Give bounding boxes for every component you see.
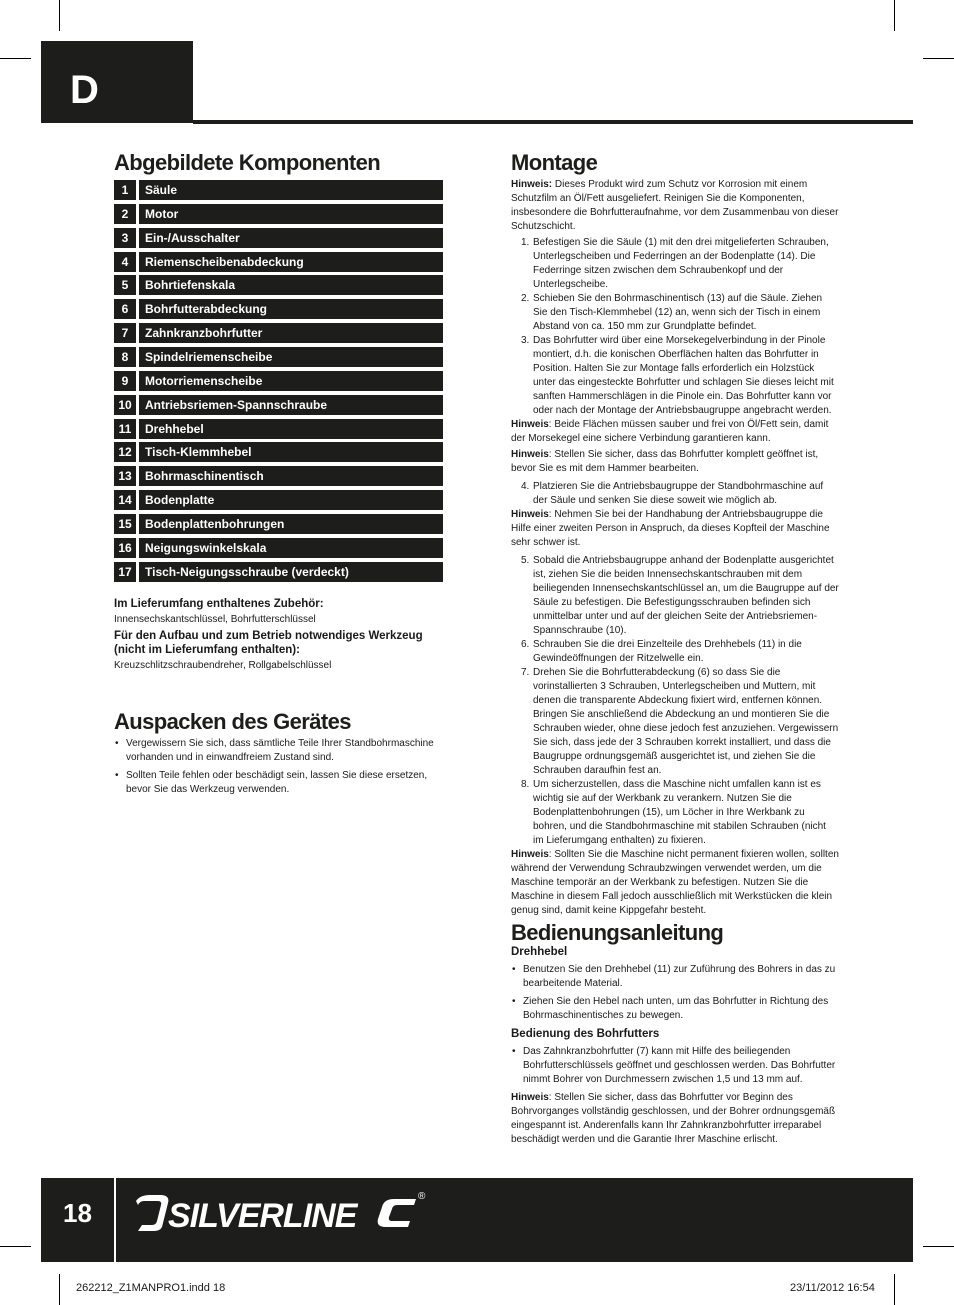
slug-date: 23/11/2012 16:54	[790, 1282, 875, 1294]
assembly-intro	[511, 178, 839, 234]
assembly-block	[511, 178, 839, 918]
note	[511, 448, 839, 476]
hint-label: Hinweis	[511, 1092, 549, 1103]
component-number: 3	[114, 228, 136, 248]
component-number: 10	[114, 395, 136, 415]
step-number: 6.	[521, 639, 530, 650]
component-label: Motorriemenscheibe	[139, 371, 443, 391]
hint-label: Hinweis	[511, 419, 549, 430]
assembly-steps	[511, 236, 839, 418]
component-row	[114, 442, 443, 462]
silverline-logo	[132, 1187, 432, 1242]
logo-wordmark: SILVERLINE	[168, 1197, 357, 1235]
step-item	[511, 638, 839, 666]
step-number: 2.	[521, 293, 530, 304]
step-text: Um sicherzustellen, dass die Maschine nicht umfallen kann ist es wichtig sie auf der Werkbank zu verankern. Nutzen Sie die Bodenplattenbohrungen (15), um Löcher in Ihre Werkbank zu bohren, und die Standbohrmaschine mit stabilen Schrauben (nicht im Lieferumgang enthalten) zu fixieren.	[533, 779, 826, 846]
component-label: Spindelriemenscheibe	[139, 347, 443, 367]
component-label: Ein-/Ausschalter	[139, 228, 443, 248]
crop-mark	[0, 58, 31, 59]
hint-text: Dieses Produkt wird zum Schutz vor Korrosion mit einem Schutzfilm an Öl/Fett ausgeliefert. Reinigen Sie die Komponenten, insbesondere die Bohrfutteraufnahme, vor dem Zusammenbau von dieser Schutzschicht.	[511, 179, 839, 232]
component-row	[114, 490, 443, 510]
component-number: 4	[114, 252, 136, 272]
components-title: Abgebildete Komponenten	[114, 150, 381, 175]
component-number: 17	[114, 562, 136, 582]
component-label: Motor	[139, 204, 443, 224]
step-number: 7.	[521, 667, 530, 678]
components-list	[114, 180, 443, 586]
component-label: Bodenplatte	[139, 490, 443, 510]
component-label: Tisch-Neigungsschraube (verdeckt)	[139, 562, 443, 582]
tools-text: Kreuzschlitzschraubendreher, Rollgabelschlüssel	[114, 660, 332, 671]
assembly-steps	[511, 554, 839, 848]
header-rule	[193, 120, 913, 124]
unpacking-title: Auspacken des Gerätes	[114, 709, 351, 734]
component-label: Riemenscheibenabdeckung	[139, 252, 443, 272]
crop-mark	[59, 0, 60, 31]
step-text: Schrauben Sie die drei Einzelteile des Drehhebels (11) in die Gewindeöffnungen der Ritzelwelle ein.	[533, 639, 802, 664]
crop-mark	[59, 1274, 60, 1305]
component-number: 11	[114, 419, 136, 439]
hint-text: : Beide Flächen müssen sauber und frei von Öl/Fett sein, damit der Morsekegel eine sichere Verbindung garantieren kann.	[511, 419, 829, 444]
crop-mark	[923, 58, 954, 59]
component-number: 2	[114, 204, 136, 224]
step-text: Drehen Sie die Bohrfutterabdeckung (6) so dass Sie die vorinstallierten 3 Schrauben, Unterlegscheiben und Muttern, mit denen die transparente Abdeckung fixiert wird, entfernen können. Bringen Sie anschließend die Abdeckung an und montieren Sie die Schrauben wieder, ohne diese jedoch fest anzuziehen. Vergewissern Sie sich, dass jede der 3 Schrauben korrekt installiert, und dass die Baugruppe ordnungsgemäß ausgerichtet ist, und ziehen Sie die Schrauben daraufhin fest an.	[533, 667, 839, 776]
unpacking-block	[114, 737, 444, 801]
step-number: 1.	[521, 237, 530, 248]
component-row	[114, 275, 443, 295]
step-number: 4.	[521, 481, 530, 492]
operation-bullets	[511, 1045, 839, 1087]
component-number: 6	[114, 299, 136, 319]
component-number: 13	[114, 466, 136, 486]
step-item	[511, 292, 839, 334]
component-label: Drehhebel	[139, 419, 443, 439]
language-letter: D	[70, 68, 98, 112]
component-label: Bodenplattenbohrungen	[139, 514, 443, 534]
crop-mark	[0, 1246, 31, 1247]
component-row	[114, 228, 443, 248]
step-item	[511, 554, 839, 638]
step-item	[511, 666, 839, 778]
operation-bullets	[511, 963, 839, 1023]
operation-block	[511, 945, 839, 1147]
crop-mark	[894, 1274, 895, 1305]
crop-mark	[894, 0, 895, 31]
step-number: 3.	[521, 335, 530, 346]
component-row	[114, 395, 443, 415]
crop-mark	[923, 1246, 954, 1247]
component-number: 7	[114, 323, 136, 343]
component-number: 1	[114, 180, 136, 200]
hint-text: : Stellen Sie sicher, dass das Bohrfutter vor Beginn des Bohrvorganges vollständig geschlossen, und der Bohrer ordnungsgemäß eingespannt ist. Anderenfalls kann Ihr Zahnkranzbohrfutter irreparabel beschädigt werden und die Garantie Ihrer Maschine erlischt.	[511, 1092, 836, 1145]
step-text: Befestigen Sie die Säule (1) mit den drei mitgelieferten Schrauben, Unterlegscheiben und Federringen an der Bodenplatte (14). Die Federringe sitzen zwischen dem Schraubenkopf und der Unterlegscheibe.	[533, 237, 829, 290]
step-item	[511, 778, 839, 848]
bullet-item: • Vergewissern Sie sich, dass sämtliche Teile Ihrer Standbohrmaschine vorhanden und in einwandfreiem Zustand sind.	[114, 737, 444, 765]
unpacking-bullets	[114, 737, 444, 797]
component-number: 12	[114, 442, 136, 462]
step-item	[511, 236, 839, 292]
step-text: Schieben Sie den Bohrmaschinentisch (13) auf die Säule. Ziehen Sie den Tisch-Klemmhebel (12) an, wenn sich der Tisch in einem Abstand von ca. 150 mm zur Grundplatte befindet.	[533, 293, 823, 332]
component-number: 8	[114, 347, 136, 367]
component-label: Bohrfutterabdeckung	[139, 299, 443, 319]
component-label: Zahnkranzbohrfutter	[139, 323, 443, 343]
component-number: 16	[114, 538, 136, 558]
registered-mark: ®	[418, 1191, 426, 1202]
component-row	[114, 180, 443, 200]
hint-label: Hinweis	[511, 509, 549, 520]
operation-title: Bedienungsanleitung	[511, 920, 724, 945]
assembly-steps	[511, 480, 839, 508]
slug-file: 262212_Z1MANPRO1.indd 18	[76, 1282, 226, 1294]
bullet-item: • Benutzen Sie den Drehhebel (11) zur Zuführung des Bohrers in das zu bearbeitende Material.	[511, 963, 839, 991]
component-row	[114, 299, 443, 319]
step-text: Platzieren Sie die Antriebsbaugruppe der Standbohrmaschine auf der Säule und senken Sie diese soweit wie möglich ab.	[533, 481, 824, 506]
component-row	[114, 538, 443, 558]
component-row	[114, 371, 443, 391]
operation-subheading: Drehhebel	[511, 946, 568, 958]
accessories-text: Innensechskantschlüssel, Bohrfutterschlüssel	[114, 614, 316, 625]
component-row	[114, 323, 443, 343]
assembly-title: Montage	[511, 150, 598, 175]
component-row	[114, 204, 443, 224]
note	[511, 848, 839, 918]
component-number: 9	[114, 371, 136, 391]
component-number: 5	[114, 275, 136, 295]
component-row	[114, 252, 443, 272]
step-item	[511, 334, 839, 418]
component-row	[114, 562, 443, 582]
step-text: Sobald die Antriebsbaugruppe anhand der Bodenplatte ausgerichtet ist, ziehen Sie die beiden Innensechskantschrauben mit dem beiliegenden Innensechskantschlüssel an, um die Baugruppe auf der Säule zu befestigen. Die Befestigungsschrauben befinden sich unmittelbar unter und auf der gleichen Seite der Antriebsriemen-Spannschraube (10).	[533, 555, 839, 636]
hint-text: : Stellen Sie sicher, dass das Bohrfutter komplett geöffnet ist, bevor Sie es mit dem Hammer bearbeiten.	[511, 449, 819, 474]
bullet-item: • Sollten Teile fehlen oder beschädigt sein, lassen Sie diese ersetzen, bevor Sie das Werkzeug verwenden.	[114, 769, 444, 797]
language-tab	[41, 41, 193, 123]
hint-label: Hinweis	[511, 449, 549, 460]
step-number: 8.	[521, 779, 530, 790]
component-label: Antriebsriemen-Spannschraube	[139, 395, 443, 415]
step-text: Das Bohrfutter wird über eine Morsekegelverbindung in der Pinole montiert, d.h. die konischen Oberflächen halten das Bohrfutter in Position. Halten Sie zur Montage falls erforderlich ein Holzstück unter das eingesteckte Bohrfutter und schlagen Sie dieses leicht mit sanften Hammerschlägen in die Pinole ein. Das Bohrfutter kann vor oder nach der Montage der Antriebsbaugruppe angebracht werden.	[533, 335, 834, 416]
step-number: 5.	[521, 555, 530, 566]
operation-subheading: Bedienung des Bohrfutters	[511, 1028, 660, 1040]
tools-heading: Für den Aufbau und zum Betrieb notwendiges Werkzeug (nicht im Lieferumfang enthalten):	[114, 630, 423, 656]
component-label: Bohrtiefenskala	[139, 275, 443, 295]
component-label: Bohrmaschinentisch	[139, 466, 443, 486]
component-row	[114, 419, 443, 439]
accessories-heading: Im Lieferumfang enthaltenes Zubehör:	[114, 598, 324, 610]
silverline-logo-graphic	[132, 1187, 432, 1237]
step-item	[511, 480, 839, 508]
hint-label: Hinweis:	[511, 179, 553, 190]
component-number: 14	[114, 490, 136, 510]
page-number: 18	[63, 1198, 92, 1228]
component-label: Neigungswinkelskala	[139, 538, 443, 558]
hint-text: : Sollten Sie die Maschine nicht permanent fixieren wollen, sollten während der Verwendung Schraubzwingen verwendet werden, um die Maschine temporär an der Werkbank zu befestigen. Nutzen Sie die Maschine in diesem Fall jedoch ausschließlich mit Werkstücken die klein genug sind, damit keine Kippgefahr besteht.	[511, 849, 839, 916]
note	[511, 508, 839, 550]
bullet-item: • Das Zahnkranzbohrfutter (7) kann mit Hilfe des beiliegenden Bohrfutterschlüssels geöffnet und geschlossen werden. Das Bohrfutter nimmt Bohrer von Durchmessern zwischen 1,5 und 13 mm auf.	[511, 1045, 839, 1087]
component-number: 15	[114, 514, 136, 534]
component-row	[114, 466, 443, 486]
component-label: Tisch-Klemmhebel	[139, 442, 443, 462]
hint-text: : Nehmen Sie bei der Handhabung der Antriebsbaugruppe die Hilfe einer zweiten Person in Anspruch, da dieses Kopfteil der Maschine sehr schwer ist.	[511, 509, 830, 548]
component-label: Säule	[139, 180, 443, 200]
note	[511, 418, 839, 446]
note	[511, 1091, 839, 1147]
component-row	[114, 347, 443, 367]
footer-separator	[114, 1178, 116, 1262]
hint-label: Hinweis	[511, 849, 549, 860]
bullet-item: • Ziehen Sie den Hebel nach unten, um das Bohrfutter in Richtung des Bohrmaschinentisches zu bewegen.	[511, 995, 839, 1023]
accessories-block	[114, 597, 444, 673]
component-row	[114, 514, 443, 534]
